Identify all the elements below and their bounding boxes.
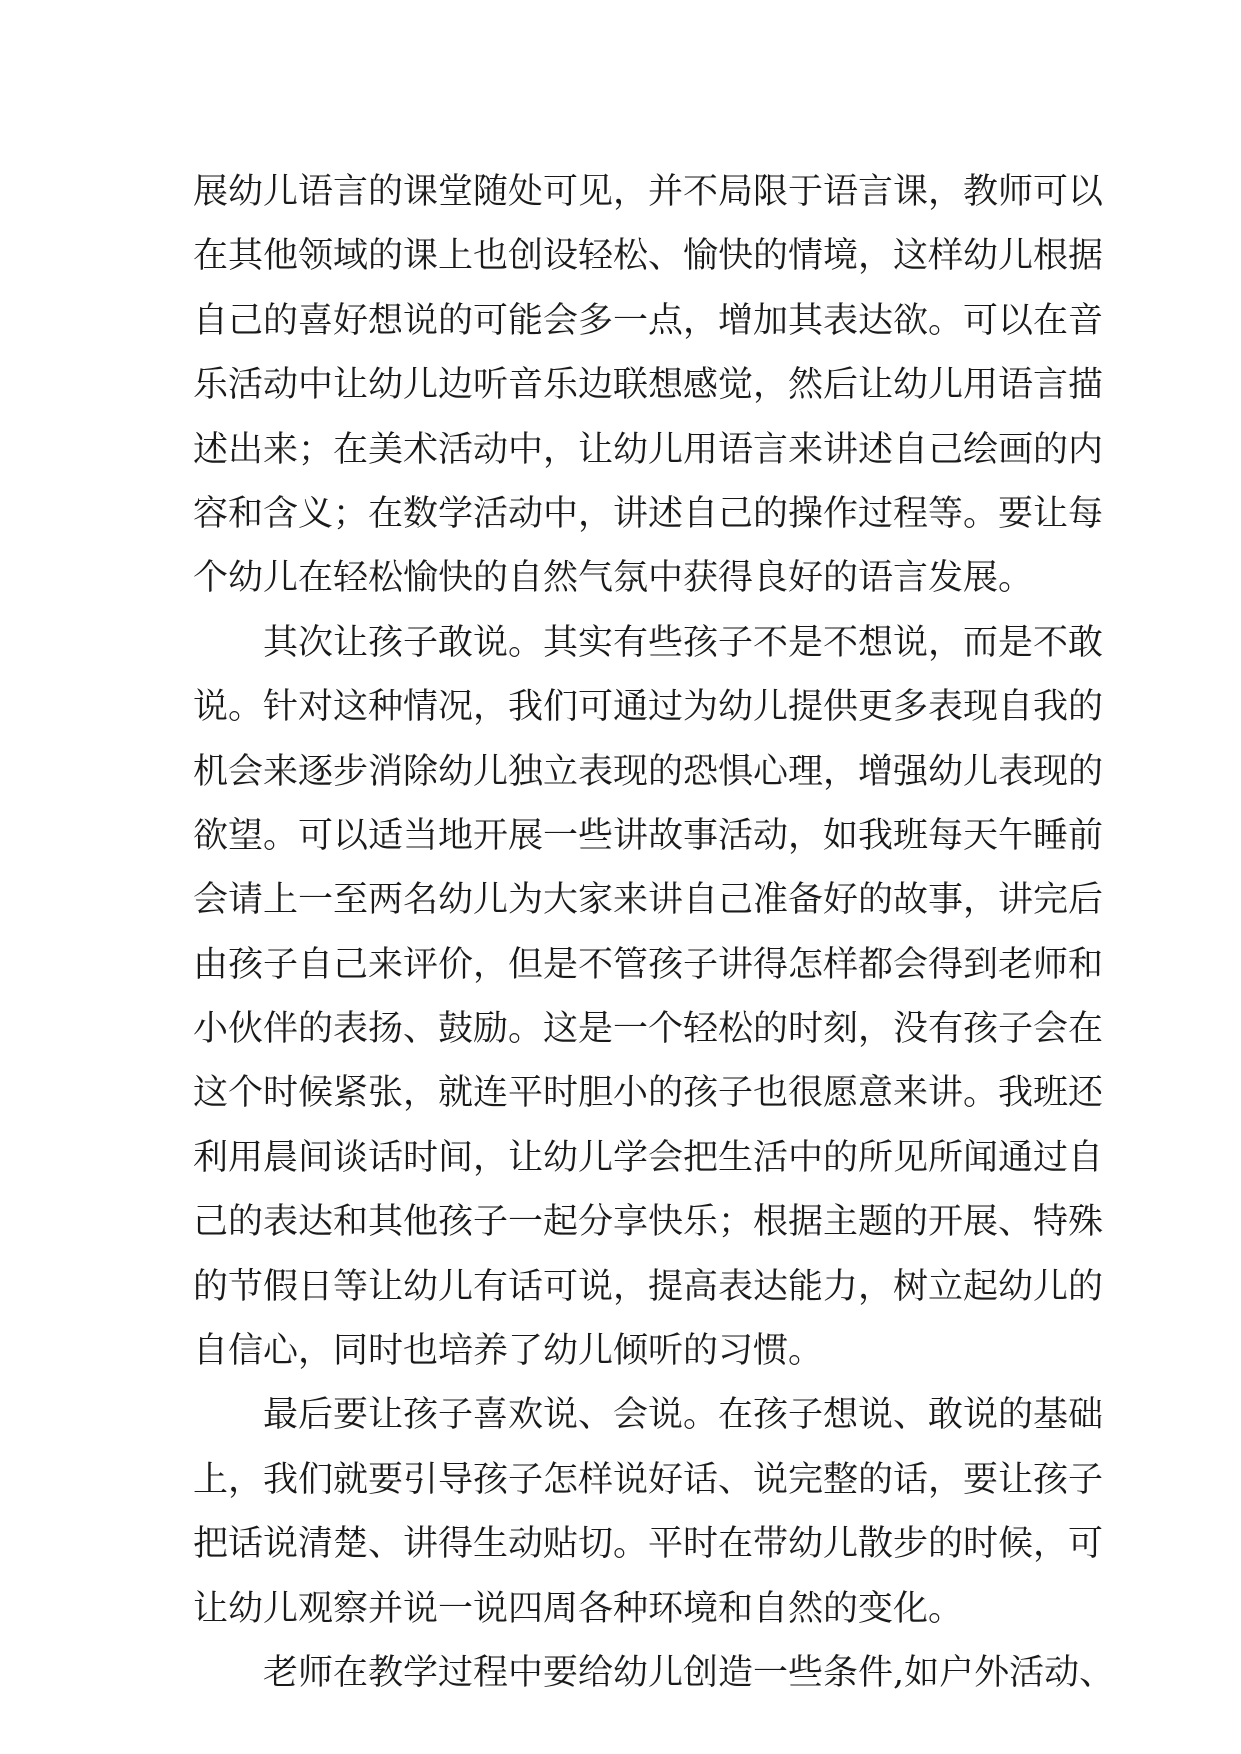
text-line: 利用晨间谈话时间，让幼儿学会把生活中的所见所闻通过自 bbox=[193, 1137, 1104, 1178]
body-text bbox=[193, 160, 1115, 1705]
text-line: 乐活动中让幼儿边听音乐边联想感觉，然后让幼儿用语言描 bbox=[193, 365, 1104, 406]
text-line: 由孩子自己来评价，但是不管孩子讲得怎样都会得到老师和 bbox=[193, 944, 1104, 985]
text-line: 小伙伴的表扬、鼓励。这是一个轻松的时刻，没有孩子会在 bbox=[193, 1009, 1104, 1050]
text-line: 最后要让孩子喜欢说、会说。在孩子想说、敢说的基础 bbox=[263, 1395, 1104, 1436]
text-line: 其次让孩子敢说。其实有些孩子不是不想说，而是不敢 bbox=[263, 622, 1104, 663]
text-line: 把话说清楚、讲得生动贴切。平时在带幼儿散步的时候，可 bbox=[193, 1524, 1104, 1565]
text-line: 个幼儿在轻松愉快的自然气氛中获得良好的语言发展。 bbox=[193, 558, 1034, 599]
text-line: 这个时候紧张，就连平时胆小的孩子也很愿意来讲。我班还 bbox=[193, 1073, 1104, 1114]
text-line: 在其他领域的课上也创设轻松、愉快的情境，这样幼儿根据 bbox=[193, 236, 1104, 277]
text-line: 的节假日等让幼儿有话可说，提高表达能力，树立起幼儿的 bbox=[193, 1266, 1104, 1307]
text-line: 上，我们就要引导孩子怎样说好话、说完整的话，要让孩子 bbox=[193, 1459, 1104, 1500]
text-line: 述出来；在美术活动中，让幼儿用语言来讲述自己绘画的内 bbox=[193, 429, 1104, 470]
text-line: 会请上一至两名幼儿为大家来讲自己准备好的故事，讲完后 bbox=[193, 880, 1104, 921]
text-line: 容和含义；在数学活动中，讲述自己的操作过程等。要让每 bbox=[193, 493, 1104, 534]
text-line: 欲望。可以适当地开展一些讲故事活动，如我班每天午睡前 bbox=[193, 815, 1104, 856]
text-line: 己的表达和其他孩子一起分享快乐；根据主题的开展、特殊 bbox=[193, 1202, 1104, 1243]
text-line: 说。针对这种情况，我们可通过为幼儿提供更多表现自我的 bbox=[193, 687, 1104, 728]
text-line: 机会来逐步消除幼儿独立表现的恐惧心理，增强幼儿表现的 bbox=[193, 751, 1104, 792]
text-line: 老师在教学过程中要给幼儿创造一些条件,如户外活动、 bbox=[263, 1652, 1115, 1693]
text-line: 展幼儿语言的课堂随处可见，并不局限于语言课，教师可以 bbox=[193, 172, 1104, 212]
text-line: 自信心，同时也培养了幼儿倾听的习惯。 bbox=[193, 1331, 824, 1372]
text-line: 自己的喜好想说的可能会多一点，增加其表达欲。可以在音 bbox=[193, 300, 1104, 341]
text-line: 让幼儿观察并说一说四周各种环境和自然的变化。 bbox=[193, 1588, 964, 1629]
